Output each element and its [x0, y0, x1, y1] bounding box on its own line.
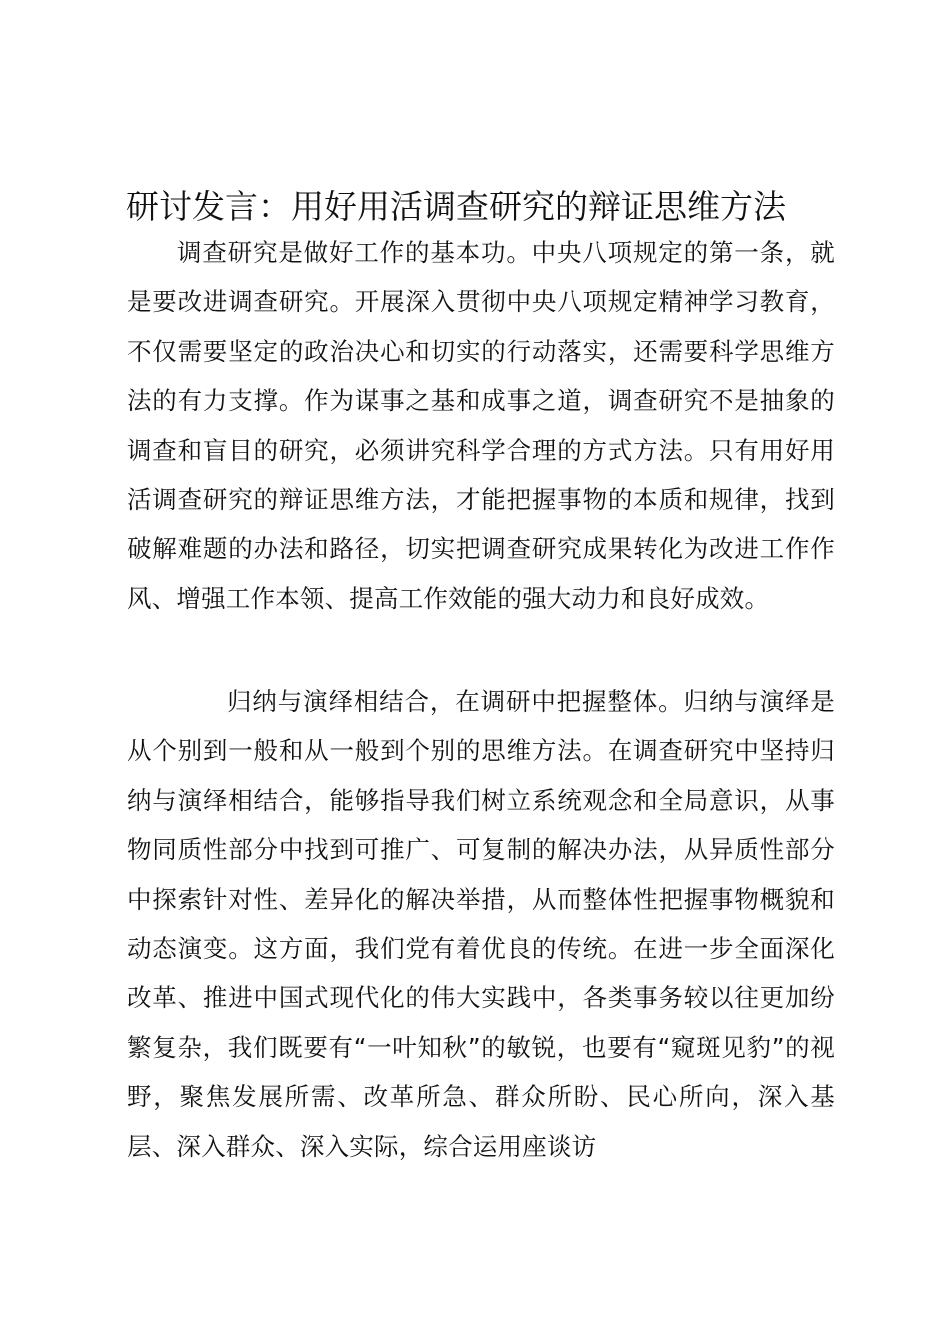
body-paragraph-2: 归纳与演绎相结合，在调研中把握整体。归纳与演绎是从个别到一般和从一般到个别的思维方法。在调查研究中坚持归纳与演绎相结合，能够指导我们树立系统观念和全局意识，从事物同质性部分中找到可推广、可复制的解决办法，从异质性部分中探索针对性、差异化的解决举措，从而整体性把握事物概貌和动态演变。这方面，我们党有着优良的传统。在进一步全面深化改革、推进中国式现代化的伟大实践中，各类事务较以往更加纷繁复杂，我们既要有“一叶知秋”的敏锐，也要有“窥斑见豹”的视野，聚焦发展所需、改革所急、群众所盼、民心所向，深入基层、深入群众、深入实际，综合运用座谈访	[127, 687, 835, 1161]
document-title: 研讨发言：用好用活调查研究的辩证思维方法	[126, 187, 786, 226]
body-paragraph-1: 调查研究是做好工作的基本功。中央八项规定的第一条，就是要改进调查研究。开展深入贯彻中央八项规定精神学习教育，不仅需要坚定的政治决心和切实的行动落实，还需要科学思维方法的有力支撑。作为谋事之基和成事之道，调查研究不是抽象的调查和盲目的研究，必须讲究科学合理的方式方法。只有用好用活调查研究的辩证思维方法，才能把握事物的本质和规律，找到破解难题的办法和路径，切实把调查研究成果转化为改进工作作风、增强工作本领、提高工作效能的强大动力和良好成效。	[127, 238, 835, 613]
